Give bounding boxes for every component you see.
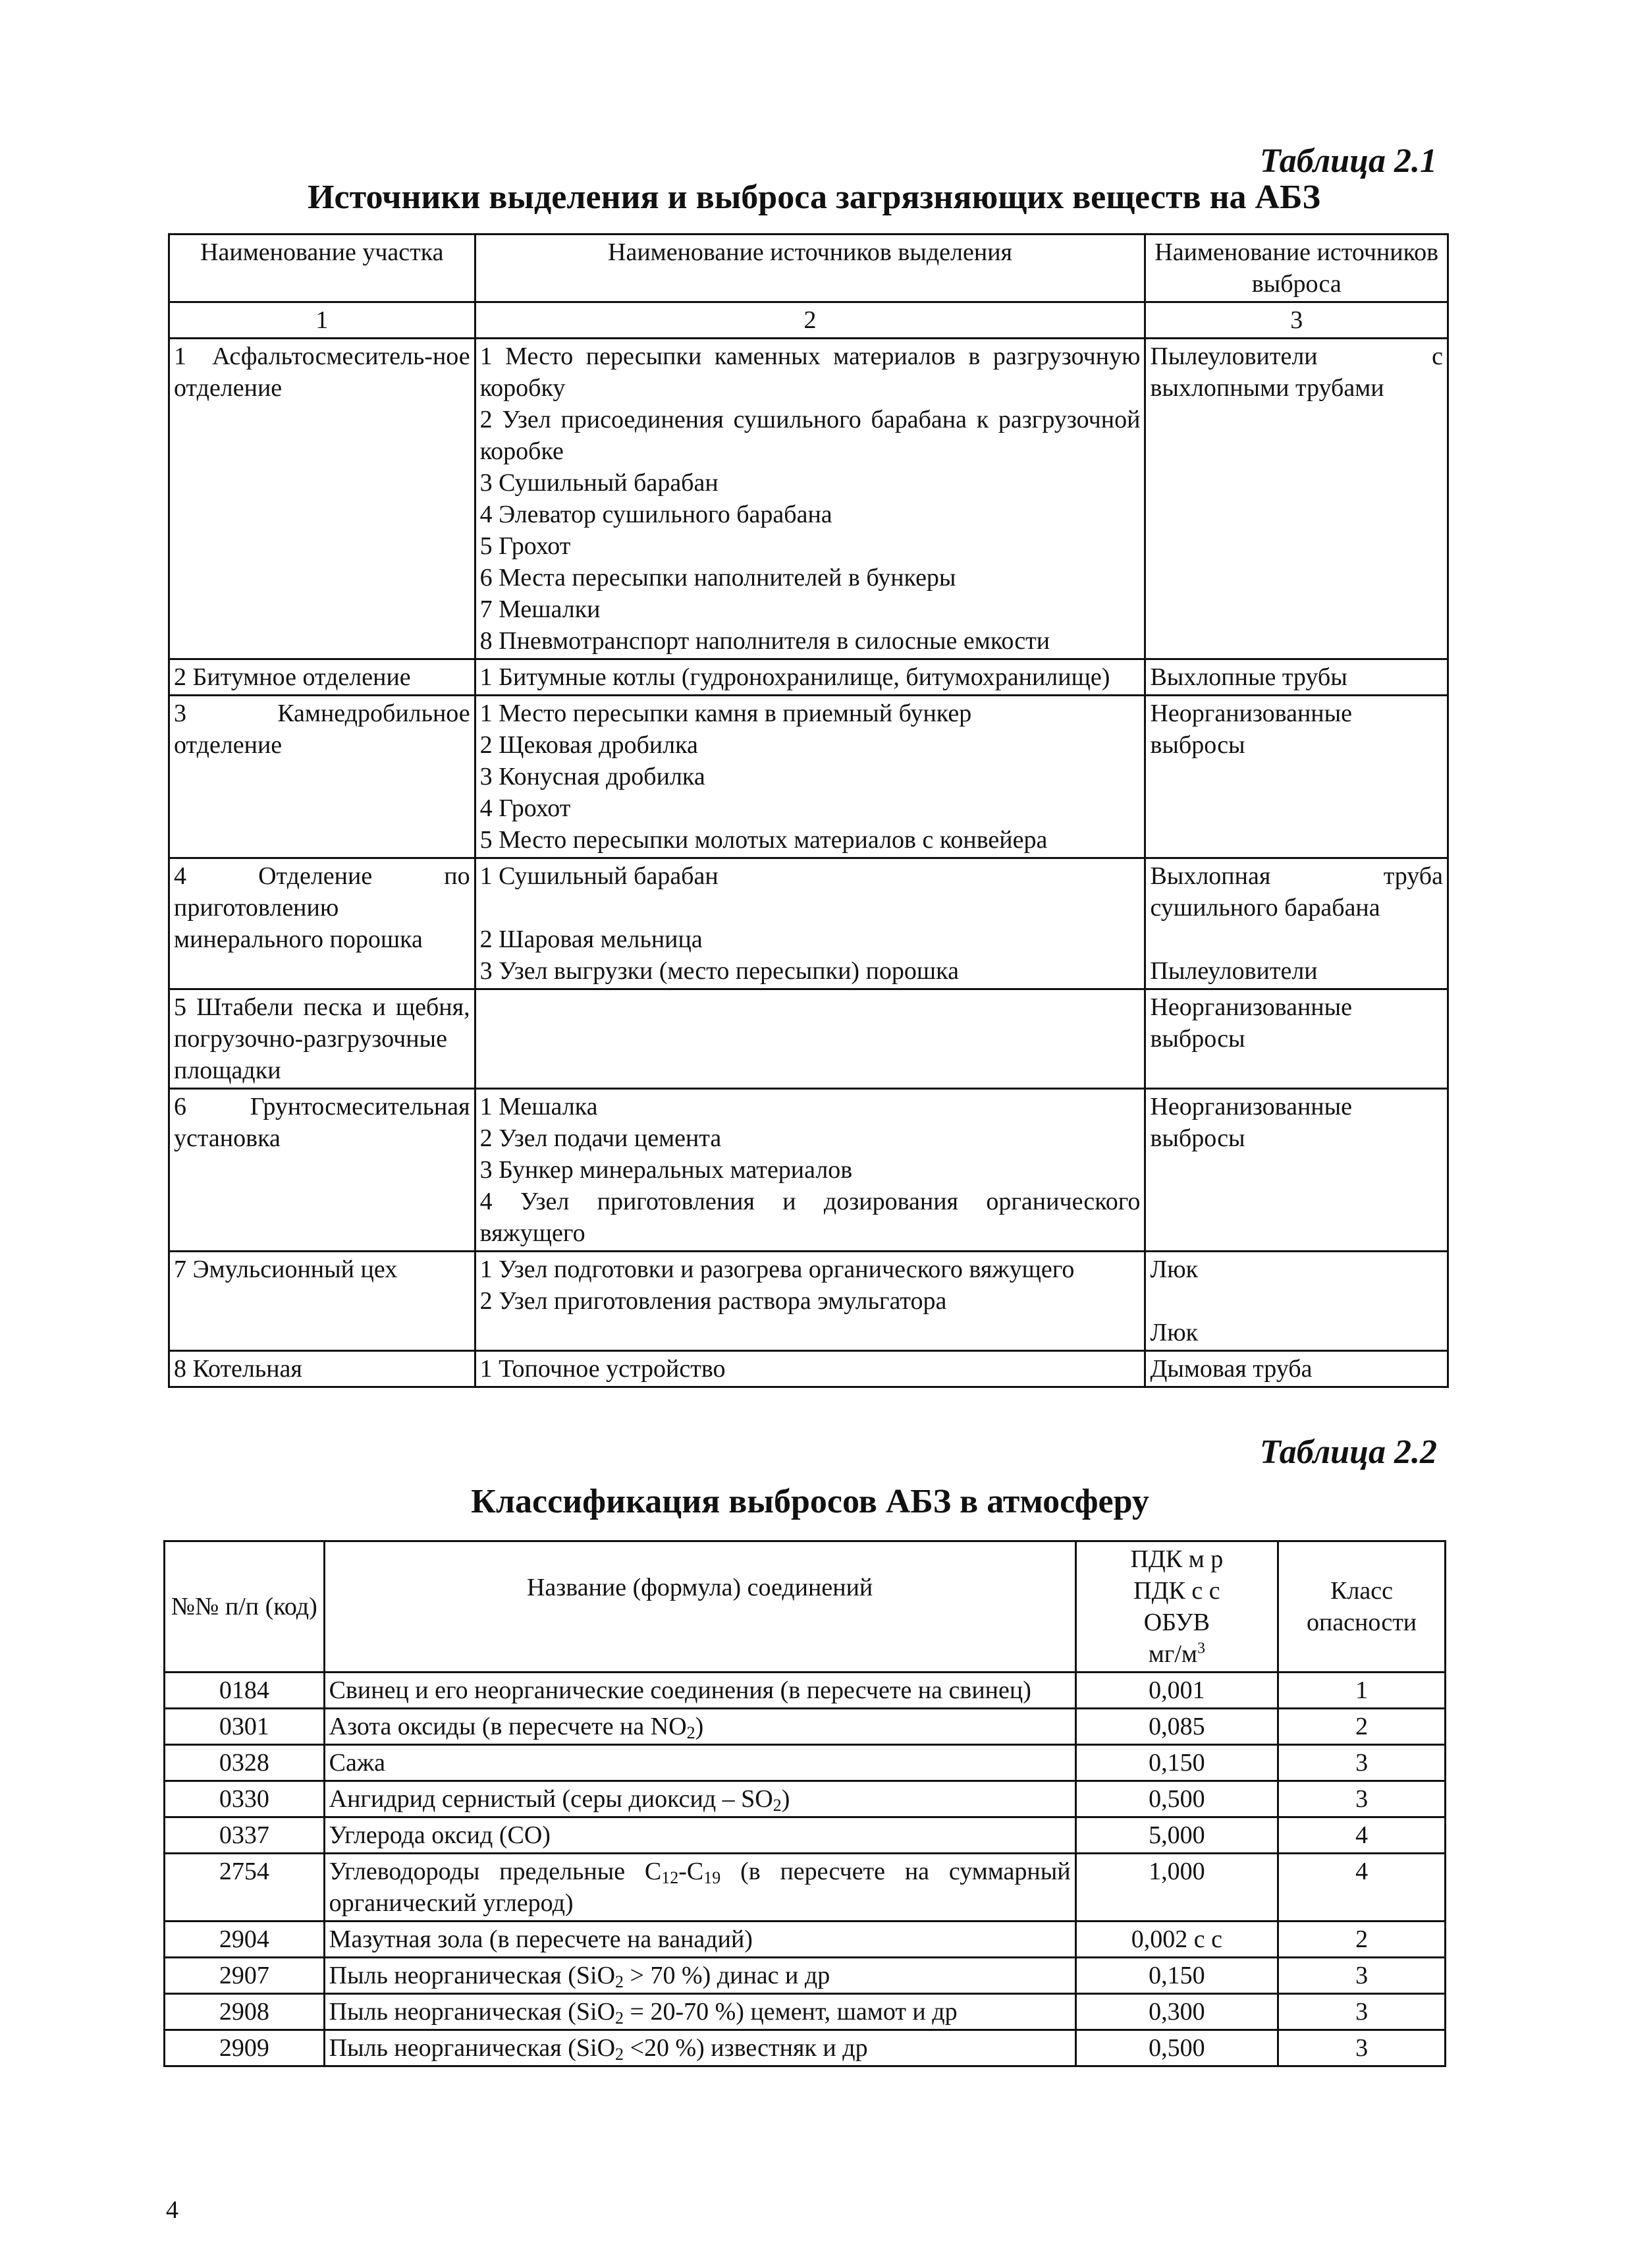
table-row [169, 339, 1448, 659]
value-cell: 0,001 [1075, 1673, 1278, 1709]
class-cell: 3 [1278, 1745, 1446, 1781]
table-row [165, 1709, 1446, 1745]
table-row [165, 1817, 1446, 1854]
sources-table [168, 233, 1449, 1388]
emission-item: Люк [1150, 1319, 1199, 1346]
value-cell: 1,000 [1075, 1854, 1278, 1922]
source-item: 1 Топочное устройство [479, 1355, 726, 1383]
name-cell: Свинец и его неорганические соединения (в пересчете на свинец) [324, 1673, 1075, 1709]
section-cell: 6 Грунтосмесительная установка [169, 1089, 475, 1252]
value-cell: 0,150 [1075, 1958, 1278, 1994]
section-cell: 3 Камнедробильное отделение [169, 696, 475, 858]
table2-caption: Таблица 2.2 [1259, 1433, 1437, 1471]
code-cell: 2904 [165, 1922, 325, 1958]
table-row [169, 659, 1448, 696]
sources-cell [475, 989, 1145, 1089]
limit-label: ПДК м р [1130, 1545, 1224, 1573]
header-class: Класс опасности [1278, 1541, 1446, 1673]
name-cell: Углерода оксид (СО) [324, 1817, 1075, 1854]
section-cell: 8 Котельная [169, 1351, 475, 1387]
class-cell: 3 [1278, 1781, 1446, 1817]
source-item: 3 Бункер минеральных материалов [479, 1156, 853, 1184]
source-item: 1 Сушильный барабан [479, 862, 719, 890]
code-cell: 0330 [165, 1781, 325, 1817]
section-cell: 1 Асфальтосмеситель-ное отделение [169, 339, 475, 659]
source-item: 1 Узел подготовки и разогрева органического вяжущего [479, 1256, 1075, 1283]
code-cell: 0328 [165, 1745, 325, 1781]
value-cell: 0,150 [1075, 1745, 1278, 1781]
class-cell: 4 [1278, 1854, 1446, 1922]
col-number: 1 [169, 302, 475, 339]
code-cell: 0301 [165, 1709, 325, 1745]
emission-item: Выхлопная труба сушильного барабана [1150, 862, 1443, 922]
column-number-row [169, 302, 1448, 339]
name-cell: Азота оксиды (в пересчете на $NO_2$) [324, 1709, 1075, 1745]
table-row [165, 1994, 1446, 2030]
table-header-row [165, 1541, 1446, 1673]
table-row [169, 1089, 1448, 1252]
name-cell: Пыль неорганическая (SiO$_2$ <20 %) известняк и др [324, 2030, 1075, 2066]
source-item: 3 Конусная дробилка [479, 763, 705, 790]
class-cell: 2 [1278, 1922, 1446, 1958]
sources-cell [475, 339, 1145, 659]
class-cell: 3 [1278, 1958, 1446, 1994]
header-section: Наименование участка [169, 235, 475, 302]
name-cell: Углеводороды предельные $С_{12}-С_{19}$ (в пересчете на суммарный органический углерод) [324, 1854, 1075, 1922]
section-cell: 4 Отделение по приготовлению минерального порошка [169, 858, 475, 989]
source-item: 5 Место пересыпки молотых материалов с конвейера [479, 826, 1048, 854]
table-row [165, 1745, 1446, 1781]
sources-cell [475, 1089, 1145, 1252]
emission-cell: Неорганизованные выбросы [1145, 696, 1448, 858]
table-row [165, 1922, 1446, 1958]
sources-cell [475, 1351, 1145, 1387]
source-item: 4 Грохот [479, 794, 571, 822]
section-cell: 2 Битумное отделение [169, 659, 475, 696]
limit-label: ПДК с с [1133, 1577, 1220, 1605]
emission-cell: Выхлопные трубы [1145, 659, 1448, 696]
header-code: №№ п/п (код) [165, 1541, 325, 1673]
source-item: 2 Щековая дробилка [479, 731, 698, 759]
source-item: 1 Битумные котлы (гудронохранилище, битумохранилище) [479, 663, 1110, 691]
table-row [169, 1351, 1448, 1387]
emission-item: Пылеуловители [1150, 957, 1318, 985]
value-cell: 0,085 [1075, 1709, 1278, 1745]
source-item: 3 Сушильный барабан [479, 469, 719, 497]
emission-cell: Пылеуловители с выхлопными трубами [1145, 339, 1448, 659]
value-cell: 0,500 [1075, 1781, 1278, 1817]
code-cell: 0184 [165, 1673, 325, 1709]
source-item: 2 Узел подачи цемента [479, 1124, 722, 1152]
header-name: Название (формула) соединений [324, 1541, 1075, 1673]
source-item: 7 Мешалки [479, 595, 601, 623]
class-cell: 3 [1278, 1994, 1446, 2030]
source-item: 2 Узел присоединения сушильного барабана к разгрузочной коробке [479, 406, 1141, 465]
table-header-row [169, 235, 1448, 302]
source-item: 1 Мешалка [479, 1093, 598, 1120]
header-emission: Наименование источников выброса [1145, 235, 1448, 302]
source-item: 1 Место пересыпки камня в приемный бункер [479, 700, 972, 727]
name-cell: Мазутная зола (в пересчете на ванадий) [324, 1922, 1075, 1958]
source-item: 5 Грохот [479, 532, 571, 560]
col-number: 3 [1145, 302, 1448, 339]
table-row [165, 1854, 1446, 1922]
table-row [169, 989, 1448, 1089]
source-item: 1 Место пересыпки каменных материалов в разгрузочную коробку [479, 343, 1141, 402]
source-item: 6 Места пересыпки наполнителей в бункеры [479, 564, 956, 592]
limit-label: ОБУВ [1143, 1609, 1210, 1636]
sources-cell [475, 858, 1145, 989]
code-cell: 2909 [165, 2030, 325, 2066]
table-row [165, 1673, 1446, 1709]
table1-caption: Таблица 2.1 [1259, 142, 1437, 180]
value-cell: 0,500 [1075, 2030, 1278, 2066]
emission-cell: Неорганизованные выбросы [1145, 1089, 1448, 1252]
header-limits [1075, 1541, 1278, 1673]
emission-cell [1145, 858, 1448, 989]
emissions-table [163, 1540, 1446, 2067]
source-item: 4 Элеватор сушильного барабана [479, 501, 832, 528]
name-cell: Пыль неорганическая (SiO$_2$ = 20-70 %) цемент, шамот и др [324, 1994, 1075, 2030]
source-item: 8 Пневмотранспорт наполнителя в силосные емкости [479, 627, 1050, 655]
source-item: 3 Узел выгрузки (место пересыпки) порошка [479, 957, 959, 985]
name-cell: Пыль неорганическая (SiO$_2$ > 70 %) динас и др [324, 1958, 1075, 1994]
value-cell: 5,000 [1075, 1817, 1278, 1854]
header-sources: Наименование источников выделения [475, 235, 1145, 302]
code-cell: 2907 [165, 1958, 325, 1994]
source-item: 2 Шаровая мельница [479, 926, 703, 953]
table-row [169, 1252, 1448, 1351]
page-number: 4 [166, 2196, 178, 2224]
table-row [165, 2030, 1446, 2066]
section-cell: 7 Эмульсионный цех [169, 1252, 475, 1351]
source-item: 2 Узел приготовления раствора эмульгатора [479, 1287, 947, 1315]
value-cell: 0,300 [1075, 1994, 1278, 2030]
table2-title: Классификация выбросов АБЗ в атмосферу [471, 1483, 1149, 1520]
value-cell: 0,002 с с [1075, 1922, 1278, 1958]
class-cell: 3 [1278, 2030, 1446, 2066]
section-cell: 5 Штабели песка и щебня, погрузочно-разгрузочные площадки [169, 989, 475, 1089]
table-row [169, 696, 1448, 858]
code-cell: 2908 [165, 1994, 325, 2030]
table-row [165, 1958, 1446, 1994]
class-cell: 2 [1278, 1709, 1446, 1745]
name-cell: Ангидрид сернистый (серы диоксид – $SO_2$) [324, 1781, 1075, 1817]
emission-cell: Дымовая труба [1145, 1351, 1448, 1387]
emission-item: Люк [1150, 1256, 1199, 1283]
limit-unit: $мг/м^3$ [1148, 1640, 1205, 1668]
sources-cell [475, 659, 1145, 696]
table-row [165, 1781, 1446, 1817]
class-cell: 4 [1278, 1817, 1446, 1854]
class-cell: 1 [1278, 1673, 1446, 1709]
name-cell: Сажа [324, 1745, 1075, 1781]
table-row [169, 858, 1448, 989]
sources-cell [475, 1252, 1145, 1351]
col-number: 2 [475, 302, 1145, 339]
code-cell: 0337 [165, 1817, 325, 1854]
sources-cell [475, 696, 1145, 858]
emission-cell [1145, 1252, 1448, 1351]
emission-cell: Неорганизованные выбросы [1145, 989, 1448, 1089]
source-item: 4 Узел приготовления и дозирования органического вяжущего [479, 1188, 1141, 1247]
code-cell: 2754 [165, 1854, 325, 1922]
table1-title: Источники выделения и выброса загрязняющих веществ на АБЗ [308, 179, 1320, 216]
